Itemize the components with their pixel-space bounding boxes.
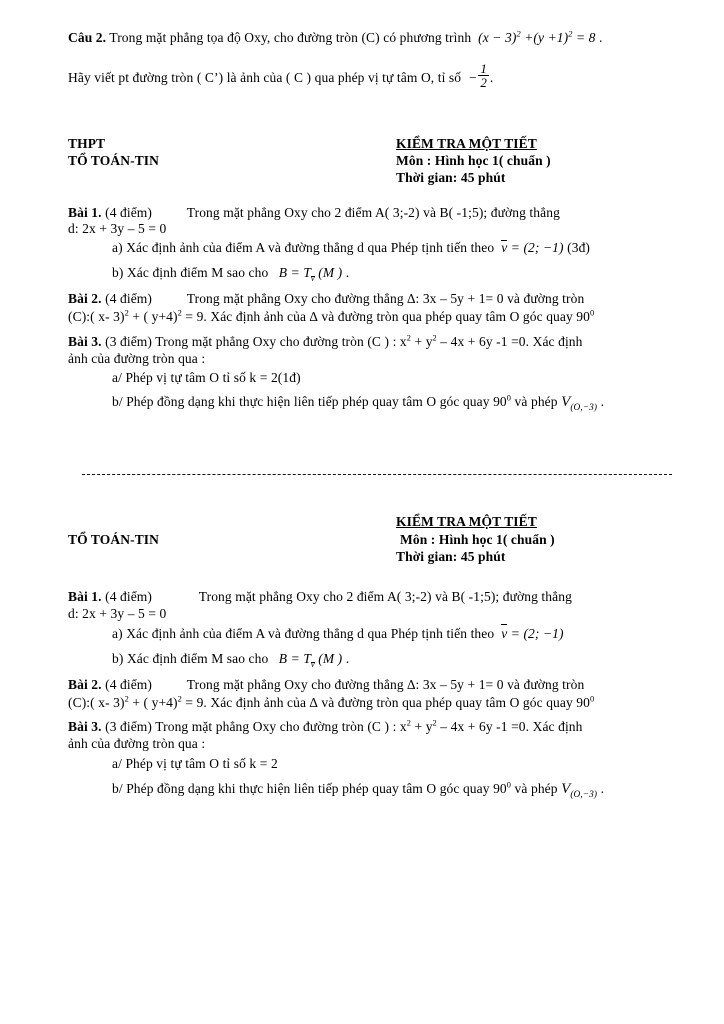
exam1-bai3-item-b-suffix: .: [600, 394, 605, 409]
exam1-bai2-circle-part1: (C):( x- 3): [68, 309, 125, 324]
exam1-bai3-exp2: 2: [432, 333, 437, 343]
exam1-bai1-item-a-math: v = (2; −1): [501, 240, 564, 255]
exam2-bai1-item-a-text: Xác định ảnh của điểm A và đường thẳng d qua Phép tịnh tiến theo: [126, 626, 495, 641]
exam1-bai2-body-line1: Trong mặt phẳng Oxy cho đường thẳng ∆: 3x – 5y + 1= 0 và đường tròn: [186, 291, 585, 306]
exam1-title: KIỂM TRA MỘT TIẾT: [396, 136, 537, 151]
exam2-bai2-exp2: 2: [177, 694, 182, 704]
exam1-bai1-heading: [68, 205, 560, 220]
exam1-bai2-body-line2: [68, 309, 594, 324]
exam1-bai3-item-b-mid: và phép: [514, 394, 558, 409]
exam2-title: KIỂM TRA MỘT TIẾT: [396, 514, 537, 529]
exam2-bai1-item-b-math: B = Tv (M ): [278, 651, 343, 669]
exam2-bai1-label: Bài 1.: [68, 589, 102, 604]
exam2-dept-label: TỔ TOÁN-TIN: [68, 532, 159, 547]
exam2-bai3-item-b-text: Phép đồng dạng khi thực hiện liên tiếp phép quay tâm O góc quay 90: [126, 781, 507, 796]
exam1-bai1-item-b-math: B = Tv (M ): [278, 265, 343, 283]
exam2-bai3-label: Bài 3.: [68, 719, 102, 734]
exam2-bai3-part2: + y: [411, 719, 433, 734]
fraction-numerator: 1: [480, 61, 487, 76]
exam2-bai1-item-b: [112, 651, 350, 669]
exam1-bai2-exp2: 2: [177, 308, 182, 318]
exam1-bai3-body-line2: ảnh của đường tròn qua :: [68, 351, 206, 366]
exam2-bai3-item-a-marker: a/: [112, 756, 122, 771]
exam2-bai2-heading: [68, 677, 584, 692]
cau2-line2-prefix: Hãy viết pt đường tròn ( C’) là ảnh của ( C ) qua phép vị tự tâm O, tỉ số: [68, 70, 462, 86]
exam1-bai1-item-a-text: Xác định ảnh của điểm A và đường thẳng d qua Phép tịnh tiến theo: [126, 240, 495, 255]
exam2-bai2-body-line1: Trong mặt phẳng Oxy cho đường thẳng ∆: 3x – 5y + 1= 0 và đường tròn: [186, 677, 585, 692]
exam2-bai3-item-b-mid: và phép: [514, 781, 558, 796]
exam1-bai3-heading: [68, 334, 583, 349]
exam2-bai3-exp2: 2: [432, 718, 437, 728]
exam2-bai2-circle-part1: (C):( x- 3): [68, 695, 125, 710]
exam1-bai3-item-a: [112, 370, 301, 385]
exam2-bai1-item-b-text: Xác định điểm M sao cho: [126, 651, 269, 666]
exam2-bai3-body-line2: ảnh của đường tròn qua :: [68, 736, 206, 751]
exam1-bai3-item-b-math: $V_{(O,-3)}$: [561, 394, 598, 413]
exam1-bai2-circle-part2: + ( y+4): [128, 309, 178, 324]
fraction-denominator: 2: [480, 75, 487, 91]
exam2-bai3-part1: Trong mặt phẳng Oxy cho đường tròn (C ) : x: [155, 719, 407, 734]
exam2-bai2-degree: 0: [590, 694, 595, 704]
exam2-bai2-points: (4 điểm): [105, 677, 153, 692]
exam1-bai2-circle-part3: = 9. Xác định ảnh của ∆ và đường tròn qua phép quay tâm O góc quay 90: [181, 309, 591, 324]
exam2-bai2-label: Bài 2.: [68, 677, 102, 692]
exam1-bai3-exp1: 2: [406, 333, 412, 343]
exam2-bai1-body-line2: d: 2x + 3y – 5 = 0: [68, 606, 167, 621]
exam2-bai1-item-b-suffix: .: [345, 651, 350, 666]
exam1-bai2-heading: [68, 291, 584, 306]
exam-separator: [82, 474, 672, 475]
exam2-bai2-exp1: 2: [124, 694, 129, 704]
exam2-bai1-item-a: [112, 626, 564, 641]
exam1-bai3-label: Bài 3.: [68, 334, 102, 349]
exam2-bai3-exp1: 2: [406, 718, 412, 728]
exam1-bai2-degree: 0: [590, 308, 595, 318]
exam2-bai1-body-line1: Trong mặt phẳng Oxy cho 2 điểm A( 3;-2) và B( -1;5); đường thẳng: [198, 589, 572, 604]
exam2-bai3-item-b-suffix: .: [600, 781, 605, 796]
exam2-bai2-circle-part2: + ( y+4): [128, 695, 178, 710]
exam1-bai2-exp1: 2: [124, 308, 129, 318]
cau2-line-2: [68, 63, 493, 91]
exam1-bai2-label: Bài 2.: [68, 291, 102, 306]
exam2-bai1-heading: [68, 589, 572, 604]
exam1-bai3-part3: – 4x + 6y -1 =0. Xác định: [436, 334, 583, 349]
exam1-bai3-item-b-degree: 0: [506, 393, 512, 403]
exam2-bai3-points: (3 điểm): [105, 719, 153, 734]
exam1-bai3-item-b-text: Phép đồng dạng khi thực hiện liên tiếp phép quay tâm O góc quay 90: [126, 394, 507, 409]
exam2-bai1-points: (4 điểm): [105, 589, 153, 604]
exam1-bai3-points: (3 điểm): [105, 334, 153, 349]
exam1-bai1-item-a: [112, 240, 590, 255]
exam1-bai1-body-line1: Trong mặt phẳng Oxy cho 2 điểm A( 3;-2) và B( -1;5); đường thẳng: [186, 205, 560, 220]
exam1-bai1-item-a-marker: a): [112, 240, 123, 255]
exam1-duration: Thời gian: 45 phút: [396, 170, 506, 185]
exam2-duration: Thời gian: 45 phút: [396, 549, 506, 564]
exam2-bai3-item-a-text: Phép vị tự tâm O tỉ số k = 2: [125, 756, 278, 771]
exam2-subject: Môn : Hình học 1( chuẩn ): [400, 532, 555, 547]
exam1-bai1-item-b-suffix: .: [345, 265, 350, 280]
exam1-bai1-body-line2: d: 2x + 3y – 5 = 0: [68, 221, 167, 236]
cau2-label: Câu 2.: [68, 30, 107, 45]
exam1-bai3-item-b-marker: b/: [112, 394, 123, 409]
exam1-bai3-item-a-text: Phép vị tự tâm O tỉ số k = 2(1đ): [125, 370, 301, 385]
exam2-bai3-item-a: [112, 756, 278, 771]
exam1-bai3-item-b: [112, 393, 605, 413]
exam2-bai1-item-a-marker: a): [112, 626, 123, 641]
cau2-equation: $(x - 3)^2 +(y +1)^2 = 8$ .: [474, 29, 603, 45]
exam1-bai1-label: Bài 1.: [68, 205, 102, 220]
cau2-line1-text: Trong mặt phẳng tọa độ Oxy, cho đường tròn (C) có phương trình: [109, 30, 472, 45]
exam1-bai1-item-b-text: Xác định điểm M sao cho: [126, 265, 269, 280]
exam2-bai3-item-b-marker: b/: [112, 781, 123, 796]
exam2-bai2-body-line2: [68, 695, 594, 710]
exam1-bai1-item-b: [112, 265, 350, 283]
exam2-bai3-item-b-math: $V_{(O,-3)}$: [561, 781, 598, 800]
exam1-school-label: THPT: [68, 136, 106, 151]
exam2-bai3-item-b-degree: 0: [506, 780, 512, 790]
exam2-bai2-circle-part3: = 9. Xác định ảnh của ∆ và đường tròn qua phép quay tâm O góc quay 90: [181, 695, 591, 710]
exam1-bai1-item-b-marker: b): [112, 265, 124, 280]
exam1-bai3-item-a-marker: a/: [112, 370, 122, 385]
exam1-bai2-points: (4 điểm): [105, 291, 153, 306]
exam2-bai1-item-b-marker: b): [112, 651, 124, 666]
cau2-line-1: [68, 30, 602, 45]
exam2-bai3-part3: – 4x + 6y -1 =0. Xác định: [436, 719, 583, 734]
ratio-fraction: [478, 62, 489, 90]
exam1-bai1-item-a-suffix: (3đ): [567, 240, 591, 255]
exam1-bai3-part2: + y: [411, 334, 433, 349]
cau2-ratio: − $\frac{1}{2}$ .: [468, 61, 494, 91]
exam2-bai1-item-a-math: v = (2; −1): [501, 626, 564, 641]
exam2-bai3-item-b: [112, 780, 605, 800]
exam1-subject: Môn : Hình học 1( chuẩn ): [396, 153, 551, 168]
exam2-bai3-heading: [68, 719, 583, 734]
exam1-bai3-part1: Trong mặt phẳng Oxy cho đường tròn (C ) : x: [155, 334, 407, 349]
exam1-bai1-points: (4 điểm): [105, 205, 153, 220]
exam1-dept-label: TỔ TOÁN-TIN: [68, 153, 159, 168]
